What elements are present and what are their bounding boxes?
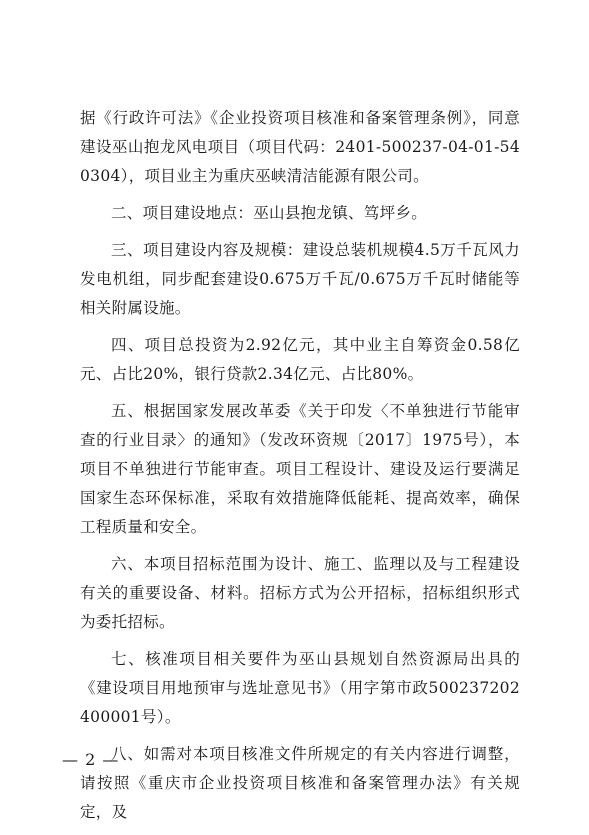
paragraph-total-investment: 四、项目总投资为2.92亿元，其中业主自筹资金0.58亿元、占比20%，银行贷款2.34亿元、占比80%。 (80, 336, 520, 383)
paragraph-adjustment-procedure: 八、如需对本项目核准文件所规定的有关内容进行调整，请按照《重庆市企业投资项目核准和备案管理办法》有关规定，及 (80, 745, 520, 821)
document-body (80, 104, 520, 835)
paragraph-bidding-scope: 六、本项目招标范围为设计、施工、监理以及与工程建设有关的重要设备、材料。招标方式为公开招标，招标组织形式为委托招标。 (80, 555, 520, 631)
page-number: — 2 — (62, 750, 120, 769)
paragraph-required-documents: 七、核准项目相关要件为巫山县规划自然资源局出具的《建设项目用地预审与选址意见书》（用字第市政500237202400001号）。 (80, 650, 520, 726)
paragraph-construction-location: 二、项目建设地点：巫山县抱龙镇、笃坪乡。 (111, 204, 428, 222)
paragraph-approval-basis: 据《行政许可法》《企业投资项目核准和备案管理条例》，同意建设巫山抱龙风电项目（项目代码：2401-500237-04-01-540304），项目业主为重庆巫峡清洁能源有限公司。 (80, 109, 520, 185)
paragraph-construction-scale: 三、项目建设内容及规模：建设总装机规模4.5万千瓦风力发电机组，同步配套建设0.675万千瓦/0.675万千瓦时储能等相关附属设施。 (80, 241, 520, 317)
paragraph-energy-review: 五、根据国家发展改革委《关于印发〈不单独进行节能审查的行业目录〉的通知》（发改环资规〔2017〕1975号），本项目不单独进行节能审查。项目工程设计、建设及运行要满足国家生态环保标准，采取有效措施降低能耗、提高效率，确保工程质量和安全。 (80, 402, 520, 536)
